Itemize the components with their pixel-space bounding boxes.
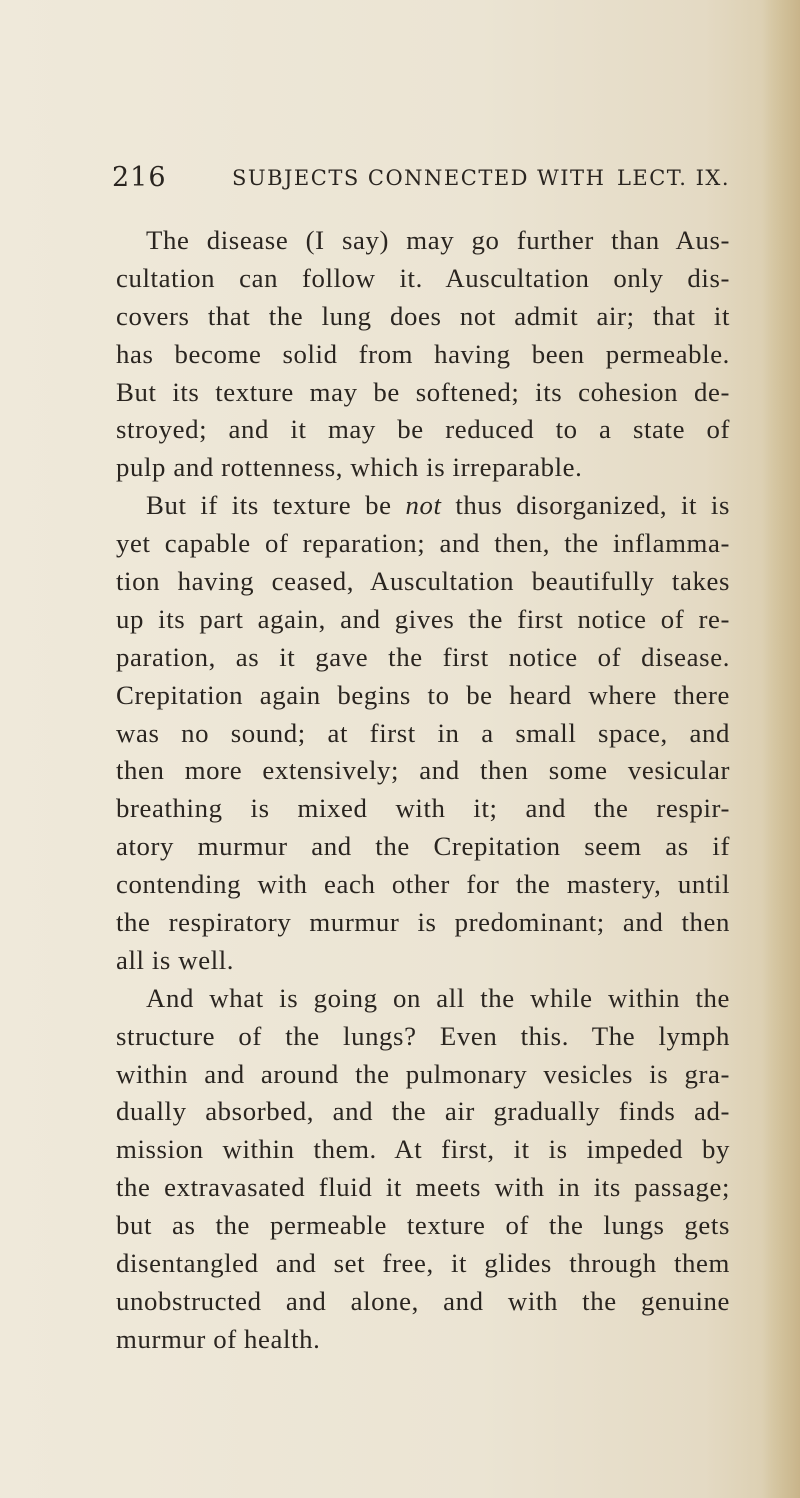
text-line: paration, as it gave the first notice of disease. — [116, 641, 730, 672]
text-line: disentangled and set free, it glides through them — [116, 1248, 730, 1279]
page-edge — [762, 0, 800, 1498]
text-line: atory murmur and the Crepitation seem as if — [116, 831, 730, 862]
running-head — [112, 162, 730, 196]
text-line: stroyed; and it may be reduced to a state of — [116, 414, 730, 445]
text-line: tion having ceased, Auscultation beautifully takes — [116, 566, 730, 597]
text-line: But its texture may be softened; its cohesion de- — [116, 376, 730, 407]
text-line: then more extensively; and then some vesicular — [116, 755, 730, 786]
text-line: The disease (I say) may go further than Aus- — [146, 225, 730, 255]
text-line: the extravasated fluid it meets with in its passage; — [116, 1172, 730, 1203]
text-line: the respiratory murmur is predominant; and then — [116, 907, 730, 938]
lecture-label: LECT. IX. — [616, 166, 730, 190]
text-line: structure of the lungs? Even this. The lymph — [116, 1020, 730, 1051]
text-line: was no sound; at first in a small space, and — [116, 717, 730, 748]
text-line: within and around the pulmonary vesicles is gra- — [116, 1058, 730, 1089]
text-line: And what is going on all the while within the — [146, 982, 730, 1013]
text-line: pulp and rottenness, which is irreparable. — [116, 452, 583, 483]
paragraph — [116, 980, 730, 1359]
paragraph — [116, 487, 730, 980]
text-line: all is well. — [116, 944, 235, 975]
body-text — [116, 222, 730, 1359]
text-line: cultation can follow it. Auscultation only dis- — [116, 262, 730, 293]
text-line: covers that the lung does not admit air; that it — [116, 300, 730, 331]
text-line: But if its texture be not thus disorganized, it is — [146, 490, 730, 521]
paragraph — [116, 222, 730, 487]
text-line: unobstructed and alone, and with the genuine — [116, 1285, 730, 1316]
page-number: 216 — [112, 162, 167, 193]
text-line: contending with each other for the mastery, until — [116, 869, 730, 900]
text-line: but as the permeable texture of the lungs gets — [116, 1210, 730, 1241]
text-line: dually absorbed, and the air gradually finds ad- — [116, 1096, 730, 1127]
text-line: up its part again, and gives the first notice of re- — [116, 603, 730, 634]
text-line: Crepitation again begins to be heard where there — [116, 679, 730, 710]
text-line: mission within them. At first, it is impeded by — [116, 1134, 730, 1165]
running-title: SUBJECTS CONNECTED WITH — [232, 166, 606, 190]
text-line: murmur of health. — [116, 1323, 321, 1354]
text-line: breathing is mixed with it; and the respir- — [116, 793, 730, 824]
text-line: yet capable of reparation; and then, the inflamma- — [116, 528, 730, 559]
text-line: has become solid from having been permeable. — [116, 338, 730, 369]
